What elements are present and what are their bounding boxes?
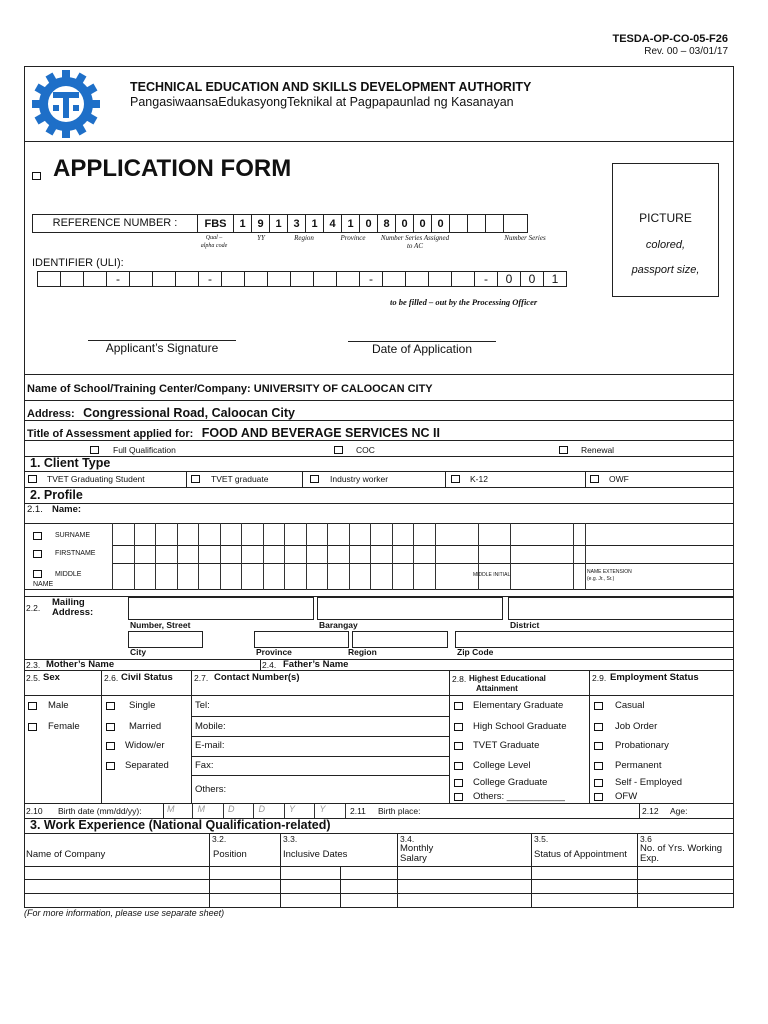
assessment-label: Title of Assessment applied for: <box>27 428 194 440</box>
uli-cell[interactable] <box>428 271 452 287</box>
work-col-company-label: Name of Company <box>26 849 106 860</box>
birth-date-cell[interactable]: D <box>255 804 285 818</box>
divider <box>24 695 734 696</box>
name-extension-example: (e.g. Jr., Sr.) <box>587 576 615 582</box>
divider <box>186 471 187 487</box>
birth-date-cell[interactable]: Y <box>285 804 315 818</box>
reference-number-cell[interactable] <box>485 214 504 233</box>
school-label <box>27 383 433 395</box>
educ-tvet-checkbox[interactable] <box>454 742 463 750</box>
uli-cell[interactable] <box>37 271 61 287</box>
divider <box>302 471 303 487</box>
uli-cell[interactable]: 1 <box>543 271 567 287</box>
work-col-salary-number: 3.4. <box>400 834 415 844</box>
name-cell-divider <box>263 523 264 590</box>
contact-fax-label: Fax: <box>195 760 214 771</box>
school-label-text: Name of School/Training Center/Company: <box>27 383 251 395</box>
civil-married-label: Married <box>129 721 162 732</box>
contact-email-label: E-mail: <box>195 740 225 751</box>
name-cell-divider <box>370 523 371 590</box>
emp-job-order-label: Job Order <box>615 721 658 732</box>
educ-elementary-label: Elementary Graduate <box>473 700 564 711</box>
uli-cell[interactable] <box>313 271 337 287</box>
divider <box>445 471 446 487</box>
reference-number-label: REFERENCE NUMBER : <box>52 217 178 229</box>
agency-name-filipino: PangasiwaansaEdukasyongTeknikal at Pagpapaunlad ng Kasanayan <box>130 95 514 109</box>
work-col-dates-label: Inclusive Dates <box>283 849 348 860</box>
emp-permanent-label: Permanent <box>615 760 662 771</box>
picture-note-size: passport size, <box>631 264 700 276</box>
mailing-label: Mailing <box>52 597 85 608</box>
reference-number-cell[interactable] <box>449 214 468 233</box>
educ-college-graduate-label: College Graduate <box>473 777 548 788</box>
assessment-value[interactable]: FOOD AND BEVERAGE SERVICES NC II <box>201 426 440 440</box>
name-cell-divider <box>349 523 350 590</box>
name-cell-divider <box>413 523 414 590</box>
divider <box>24 374 734 375</box>
full-qualification-label: Full Qualification <box>113 445 176 455</box>
sex-male-checkbox[interactable] <box>28 702 37 710</box>
work-experience-heading: 3. Work Experience (National Qualification-related) <box>30 818 331 832</box>
full-qualification-checkbox[interactable] <box>90 446 99 454</box>
divider <box>24 670 734 671</box>
picture-title: PICTURE <box>639 211 692 225</box>
reference-number-cell[interactable]: FBS <box>197 214 234 233</box>
work-col-years-number: 3.6 <box>640 834 652 844</box>
work-col-years-label: No. of Yrs. Working Exp. <box>640 843 723 864</box>
emp-permanent-checkbox[interactable] <box>594 762 603 770</box>
profile-heading: 2. Profile <box>30 488 83 502</box>
uli-cell[interactable]: - <box>198 271 222 287</box>
sex-label: Sex <box>43 672 60 683</box>
work-col-salary-label: Monthly Salary <box>400 843 434 864</box>
mother-name-label[interactable]: Mother’s Name <box>46 659 115 670</box>
civil-separated-label: Separated <box>125 760 169 771</box>
emp-probationary-label: Probationary <box>615 740 669 751</box>
divider <box>24 803 734 804</box>
uli-cells[interactable] <box>37 271 566 287</box>
divider <box>449 670 450 803</box>
divider <box>589 670 590 803</box>
middle-initial-label: MIDDLE INITIAL <box>473 572 511 578</box>
name-cell-divider <box>510 523 511 590</box>
divider <box>24 833 734 834</box>
employment-label: Employment Status <box>610 672 699 683</box>
work-col-position-label: Position <box>213 849 247 860</box>
uli-label: IDENTIFIER (ULI): <box>32 257 124 269</box>
name-number: 2.1. <box>27 504 43 515</box>
name-cell-divider <box>392 523 393 590</box>
birth-place-number: 2.11 <box>350 806 366 816</box>
name-cell-divider <box>478 523 479 590</box>
tesda-gear-logo-icon <box>30 68 102 140</box>
uli-cell[interactable]: - <box>474 271 498 287</box>
employment-number: 2.9. <box>592 673 607 683</box>
sex-male-label: Male <box>48 700 69 711</box>
contact-number-number: 2.7. <box>194 673 209 683</box>
client-type-tvet-graduate-label: TVET graduate <box>211 474 269 484</box>
emp-probationary-checkbox[interactable] <box>594 742 603 750</box>
reference-number-cell[interactable]: 1 <box>269 214 288 233</box>
client-type-k12-label: K-12 <box>470 474 488 484</box>
divider <box>24 659 734 660</box>
city-field[interactable] <box>128 631 203 648</box>
contact-number-label: Contact Number(s) <box>214 672 300 683</box>
birth-date-cell[interactable]: M <box>163 804 193 818</box>
uli-cell[interactable] <box>267 271 291 287</box>
name-cell-divider <box>306 523 307 590</box>
firstname-label: FIRSTNAME <box>55 550 96 557</box>
uli-cell[interactable] <box>451 271 475 287</box>
sex-female-checkbox[interactable] <box>28 723 37 731</box>
name-label: Name: <box>52 504 82 515</box>
number-street-label: Number, Street <box>130 620 191 630</box>
name-cell-divider <box>112 523 113 590</box>
firstname-checkbox[interactable] <box>33 550 42 558</box>
reference-number-cells[interactable] <box>197 214 527 233</box>
divider <box>191 775 449 776</box>
uli-cell[interactable] <box>129 271 153 287</box>
mailing-number: 2.2. <box>26 603 41 613</box>
civil-widow-checkbox[interactable] <box>106 742 115 750</box>
birth-place-label: Birth place: <box>378 806 421 816</box>
reference-number-cell[interactable] <box>503 214 528 233</box>
birth-date-cell[interactable]: D <box>224 804 254 818</box>
uli-cell[interactable] <box>290 271 314 287</box>
client-type-tvet-graduate-checkbox[interactable] <box>191 475 200 483</box>
picture-note-colored: colored, <box>645 239 686 251</box>
divider <box>191 716 449 717</box>
barangay-field[interactable] <box>317 597 503 620</box>
number-street-field[interactable] <box>128 597 314 620</box>
coc-checkbox[interactable] <box>334 446 343 454</box>
name-cell-divider <box>177 523 178 590</box>
reference-number-cell[interactable]: 1 <box>341 214 360 233</box>
emp-ofw-checkbox[interactable] <box>594 793 603 801</box>
civil-status-number: 2.6. <box>104 673 119 683</box>
school-value[interactable]: UNIVERSITY OF CALOOCAN CITY <box>253 383 433 395</box>
caption-province: Province <box>340 234 366 242</box>
divider <box>585 471 586 487</box>
revision-label: Rev. 00 – 03/01/17 <box>644 46 728 57</box>
uli-cell[interactable]: 0 <box>497 271 521 287</box>
divider <box>260 659 261 670</box>
reference-number-cell[interactable]: 0 <box>395 214 414 233</box>
divider <box>191 756 449 757</box>
age-label: Age: <box>670 806 688 816</box>
renewal-checkbox[interactable] <box>559 446 568 454</box>
emp-self-employed-label: Self - Employed <box>615 777 683 788</box>
education-label-2: Attainment <box>476 684 518 693</box>
zip-code-label: Zip Code <box>457 647 494 657</box>
educ-elementary-checkbox[interactable] <box>454 702 463 710</box>
application-form-checkbox[interactable] <box>32 172 41 180</box>
work-col-position-number: 3.2. <box>212 834 227 844</box>
birth-date-cell[interactable]: M <box>194 804 224 818</box>
divider <box>24 471 734 472</box>
uli-cell[interactable] <box>221 271 245 287</box>
contact-tel-label: Tel: <box>195 700 210 711</box>
divider <box>191 736 449 737</box>
birth-date-number: 2.10 <box>26 806 43 816</box>
renewal-label: Renewal <box>581 445 615 455</box>
caption-yy: YY <box>257 234 265 242</box>
name-cell-divider <box>241 523 242 590</box>
logo-graphic <box>30 68 102 140</box>
education-label: Highest Educational <box>469 674 546 683</box>
middlename-checkbox[interactable] <box>33 570 42 578</box>
divider <box>24 456 734 457</box>
form-title: APPLICATION FORM <box>53 155 292 182</box>
uli-cell[interactable]: - <box>359 271 383 287</box>
uli-cell[interactable] <box>60 271 84 287</box>
address-label: Address: <box>27 408 75 420</box>
name-cell-divider <box>220 523 221 590</box>
uli-cell[interactable] <box>405 271 429 287</box>
civil-married-checkbox[interactable] <box>106 723 115 731</box>
address-value[interactable]: Congressional Road, Caloocan City <box>83 406 295 420</box>
name-cell-divider <box>585 523 586 590</box>
sex-number: 2.5. <box>26 673 41 683</box>
name-cell-divider <box>134 523 135 590</box>
reference-number-cell[interactable]: 3 <box>287 214 306 233</box>
name-cells[interactable] <box>112 523 734 590</box>
divider <box>24 400 734 401</box>
sex-female-label: Female <box>48 721 80 732</box>
caption-number-series: Number Series <box>504 234 546 242</box>
caption-region: Region <box>294 234 314 242</box>
work-col-dates-number: 3.3. <box>283 834 298 844</box>
educ-tvet-label: TVET Graduate <box>473 740 540 751</box>
educ-college-graduate-checkbox[interactable] <box>454 779 463 787</box>
educ-high-school-label: High School Graduate <box>473 721 567 732</box>
reference-number-cell[interactable]: 0 <box>413 214 432 233</box>
reference-number-cell[interactable]: 8 <box>377 214 396 233</box>
contact-others-label: Others: <box>195 784 227 795</box>
divider <box>24 420 734 421</box>
civil-separated-checkbox[interactable] <box>106 762 115 770</box>
city-label: City <box>130 647 147 657</box>
name-cell-divider <box>198 523 199 590</box>
region-field[interactable] <box>352 631 448 648</box>
emp-ofw-label: OFW <box>615 791 638 802</box>
emp-self-employed-checkbox[interactable] <box>594 779 603 787</box>
uli-cell[interactable] <box>382 271 406 287</box>
header-divider <box>24 141 734 142</box>
client-type-owf-label: OWF <box>609 474 629 484</box>
client-type-owf-checkbox[interactable] <box>590 475 599 483</box>
work-experience-rows[interactable] <box>24 866 734 907</box>
divider <box>639 803 640 818</box>
caption-number-series-ac: Number Series Assigned to AC <box>380 234 450 250</box>
emp-job-order-checkbox[interactable] <box>594 723 603 731</box>
work-col-status-label: Status of Appointment <box>534 849 627 860</box>
education-number: 2.8. <box>452 674 467 684</box>
uli-cell[interactable]: 0 <box>520 271 544 287</box>
divider <box>24 503 734 504</box>
birth-date-cells[interactable] <box>163 803 347 818</box>
father-name-label[interactable]: Father’s Name <box>283 659 349 670</box>
coc-label: COC <box>356 445 375 455</box>
uli-cell[interactable] <box>336 271 360 287</box>
client-type-industry-worker-checkbox[interactable] <box>310 475 319 483</box>
middlename-label-2: NAME <box>33 581 54 588</box>
civil-widow-label: Widow/er <box>125 740 165 751</box>
educ-high-school-checkbox[interactable] <box>454 723 463 731</box>
father-number: 2.4. <box>262 660 277 670</box>
civil-single-label: Single <box>129 700 156 711</box>
client-type-k12-checkbox[interactable] <box>451 475 460 483</box>
civil-status-label: Civil Status <box>121 672 173 683</box>
agency-name: TECHNICAL EDUCATION AND SKILLS DEVELOPMENT AUTHORITY <box>130 80 532 94</box>
district-label: District <box>510 620 540 630</box>
surname-checkbox[interactable] <box>33 532 42 540</box>
barangay-label: Barangay <box>319 620 358 630</box>
reference-number-cell[interactable]: 1 <box>233 214 252 233</box>
birth-date-cell[interactable]: Y <box>316 804 346 818</box>
divider <box>101 670 102 803</box>
educ-college-level-label: College Level <box>473 760 531 771</box>
age-number: 2.12 <box>642 806 659 816</box>
reference-number-cell[interactable]: 1 <box>305 214 324 233</box>
name-cell-divider <box>327 523 328 590</box>
educ-others-checkbox[interactable] <box>454 793 463 801</box>
client-type-tvet-graduating-label: TVET Graduating Student <box>47 474 145 484</box>
reference-number-cell[interactable] <box>467 214 486 233</box>
reference-number-cell[interactable]: 9 <box>251 214 270 233</box>
educ-college-level-checkbox[interactable] <box>454 762 463 770</box>
emp-casual-label: Casual <box>615 700 645 711</box>
name-extension-label: NAME EXTENSION <box>587 569 632 575</box>
uli-cell[interactable] <box>152 271 176 287</box>
name-cell-divider <box>155 523 156 590</box>
birth-date-label: Birth date (mm/dd/yy): <box>58 806 142 816</box>
emp-casual-checkbox[interactable] <box>594 702 603 710</box>
footnote: (For more information, please use separate sheet) <box>24 908 225 918</box>
date-of-application-label: Date of Application <box>371 342 473 356</box>
surname-label: SURNAME <box>55 532 91 539</box>
uli-cell[interactable] <box>175 271 199 287</box>
client-type-industry-worker-label: Industry worker <box>330 474 389 484</box>
divider <box>24 440 734 441</box>
educ-others-label: Others: ___________ <box>473 791 565 802</box>
caption-qual: Qual – alpha code <box>200 235 228 249</box>
uli-cell[interactable] <box>244 271 268 287</box>
province-field[interactable] <box>254 631 349 648</box>
processing-note: to be filled – out by the Processing Officer <box>390 297 538 307</box>
mother-number: 2.3. <box>26 660 41 670</box>
contact-mobile-label: Mobile: <box>195 721 226 732</box>
region-label: Region <box>348 647 377 657</box>
work-col-status-number: 3.5. <box>534 834 549 844</box>
civil-single-checkbox[interactable] <box>106 702 115 710</box>
form-code: TESDA-OP-CO-05-F26 <box>612 33 728 45</box>
zip-code-field[interactable] <box>455 631 734 648</box>
signature-label: Applicant’s Signature <box>105 341 219 355</box>
province-label: Province <box>256 647 292 657</box>
reference-number-cell[interactable]: 0 <box>431 214 450 233</box>
divider <box>24 487 734 488</box>
uli-cell[interactable]: - <box>106 271 130 287</box>
district-field[interactable] <box>508 597 734 620</box>
mailing-label-2: Address: <box>52 607 94 618</box>
uli-cell[interactable] <box>83 271 107 287</box>
client-type-tvet-graduating-checkbox[interactable] <box>28 475 37 483</box>
middlename-label: MIDDLE <box>55 571 82 578</box>
client-type-heading: 1. Client Type <box>30 456 111 470</box>
name-cell-divider <box>573 523 574 590</box>
reference-number-cell[interactable]: 4 <box>323 214 342 233</box>
name-cell-divider <box>435 523 436 590</box>
name-cell-divider <box>284 523 285 590</box>
picture-box[interactable] <box>612 163 719 297</box>
reference-number-cell[interactable]: 0 <box>359 214 378 233</box>
